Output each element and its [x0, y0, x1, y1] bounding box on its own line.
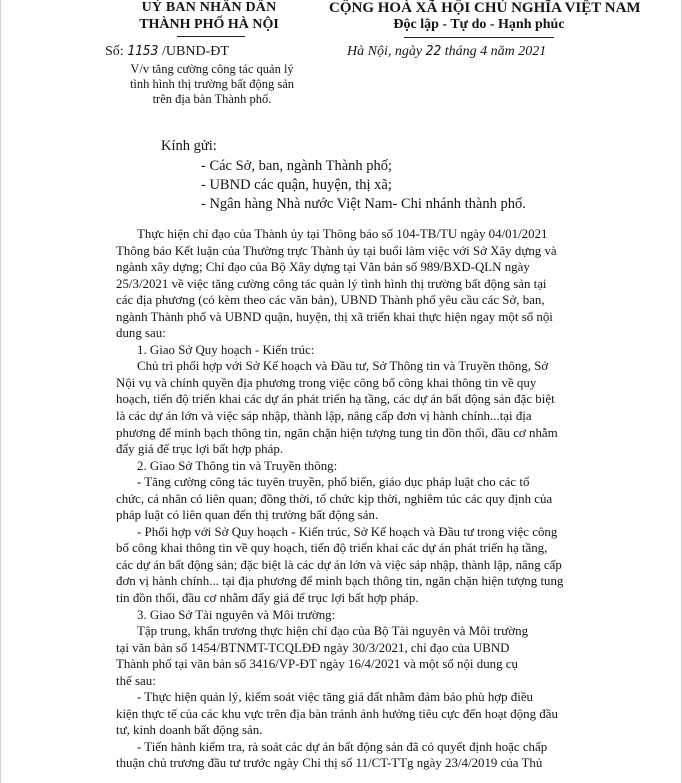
body-line: - Tăng cường công tác tuyên truyền, phổ biến, giáo dục pháp luật cho các tổ: [137, 474, 530, 490]
recipients-title: Kính gửi:: [161, 138, 217, 154]
recipient-item: - Các Sở, ban, ngành Thành phố;: [201, 158, 393, 174]
motto-underline: [404, 37, 554, 38]
subject-line: V/v tăng cường công tác quản lý: [130, 62, 294, 76]
body-line: phương để minh bạch thông tin, ngăn chặn hiện tượng tung tin đồn thổi, đầu cơ nhằm: [116, 424, 558, 440]
date-day: 22: [425, 44, 442, 59]
subject-line: tình hình thị trường bất động sản: [129, 77, 295, 91]
body-line: - Phối hợp với Sở Quy hoạch - Kiến trúc, Sở Kế hoạch và Đầu tư trong việc công: [137, 523, 558, 539]
body-line: Thực hiện chỉ đạo của Thành ủy tại Thông báo số 104-TB/TU ngày 04/01/2021: [137, 226, 548, 241]
body-line: là các dự án lớn và việc sáp nhập, thành lập, nâng cấp đơn vị hành chính...tại địa: [116, 408, 532, 423]
body-line: các địa phương (có kèm theo các văn bản), UBND Thành phố yêu cầu các Sở, ban,: [116, 292, 545, 308]
recipient-item: - Ngân hàng Nhà nước Việt Nam- Chi nhánh thành phố.: [201, 196, 526, 212]
section-heading: 1. Giao Sở Quy hoạch - Kiến trúc:: [137, 341, 315, 357]
date-prefix: Hà Nội, ngày: [347, 44, 426, 59]
document-number-suffix: /UBND-ĐT: [158, 44, 229, 59]
subject-line: trên địa bàn Thành phố.: [152, 92, 272, 106]
issuer-line-2: THÀNH PHỐ HÀ NỘI: [139, 17, 279, 32]
body-line: thể sau:: [116, 672, 156, 688]
body-line: - Thực hiện quản lý, kiểm soát việc tăng giá đất nhằm đảm bảo phù hợp điều: [137, 689, 534, 705]
body-line: đẩy giá để trục lợi bất hợp pháp.: [116, 441, 284, 457]
body-line: chức, cá nhân có liên quan; đồng thời, tổ chức kịp thời, nghiêm túc các quy định của: [116, 490, 553, 506]
body-line: ngành xây dựng; Chỉ đạo của Bộ Xây dựng tại Văn bản số 989/BXD-QLN ngày: [116, 259, 530, 275]
body-line: thuận chủ trương đầu tư trước ngày Chỉ thị số 11/CT-TTg ngày 23/4/2019 của Thủ: [116, 755, 543, 771]
document-number: [105, 44, 229, 60]
body-line: ngành Thành phố và UBND quận, huyện, thị xã triển khai thực hiện ngay một số nội: [116, 308, 553, 324]
body-line: Thành phố tại văn bản số 3416/VP-ĐT ngày 16/4/2021 và một số nội dung cụ: [116, 656, 518, 672]
date-suffix: tháng 4 năm 2021: [441, 44, 547, 59]
body-line: đơn vị hành chính... tại địa phương để minh bạch thông tin, ngăn chặn hiện tượng tung: [116, 573, 564, 589]
body-line: Thông báo Kết luận của Thường trực Thành ủy tại buổi làm việc với Sở Xây dựng và: [116, 242, 557, 258]
issuer-underline: [177, 36, 245, 37]
document-date: [347, 44, 546, 60]
section-heading: 3. Giao Sở Tài nguyên và Môi trường:: [137, 606, 336, 622]
body-line: tại văn bản số 1454/BTNMT-TCQLĐĐ ngày 30/3/2021, chỉ đạo của UBND: [116, 639, 510, 655]
body-line: kiện thực tế của các khu vực trên địa bàn tránh ảnh hưởng tiêu cực đến hoạt động đầu: [116, 705, 558, 721]
document-number-prefix: Số:: [105, 44, 128, 59]
body-line: pháp luật có liên quan đến thị trường bất động sản.: [116, 507, 379, 523]
body-line: Nội vụ và chính quyền địa phương trong việc công bố công khai thông tin về quy: [116, 374, 537, 390]
body-line: bố công khai thông tin về quy hoạch, tiến độ triển khai các dự án phát triển hạ tầng,: [116, 540, 548, 556]
recipient-item: - UBND các quận, huyện, thị xã;: [201, 177, 392, 193]
body-line: tư, kinh doanh bất động sản.: [116, 722, 263, 738]
body-line: - Tiến hành kiểm tra, rà soát các dự án bất động sản đã có quyết định hoặc chấp: [137, 738, 548, 754]
body-line: tin đồn thổi, đầu cơ nhằm đẩy giá để trục lợi bất hợp pháp.: [116, 590, 419, 605]
issuer-line-1: UỶ BAN NHÂN DÂN: [141, 0, 277, 15]
document-subject: [105, 62, 319, 107]
nation-title: CỘNG HOÀ XÃ HỘI CHỦ NGHĨA VIỆT NAM: [329, 0, 641, 16]
body-line: Tập trung, khẩn trương thực hiện chỉ đạo của Bộ Tài nguyên và Môi trường: [137, 623, 529, 639]
body-line: 25/3/2021 về việc tăng cường công tác quản lý tình hình thị trường bất động sản tại: [116, 275, 547, 291]
body-line: hoạch, tiến độ triển khai các dự án phát triển hạ tầng, các dự án bất động sản đặc biệt: [116, 391, 555, 407]
document-number-value: 1153: [127, 44, 159, 59]
body-line: Chủ trì phối hợp với Sở Kế hoạch và Đầu tư, Sở Thông tin và Truyền thông, Sở: [137, 358, 549, 374]
body-line: các dự án bất động sản; đặc biệt là các dự án lớn và việc sáp nhập, thành lập, nâng cấp: [116, 556, 562, 572]
nation-motto: Độc lập - Tự do - Hạnh phúc: [393, 17, 565, 32]
body-line: dung sau:: [116, 325, 166, 341]
section-heading: 2. Giao Sở Thông tin và Truyền thông:: [137, 457, 338, 473]
